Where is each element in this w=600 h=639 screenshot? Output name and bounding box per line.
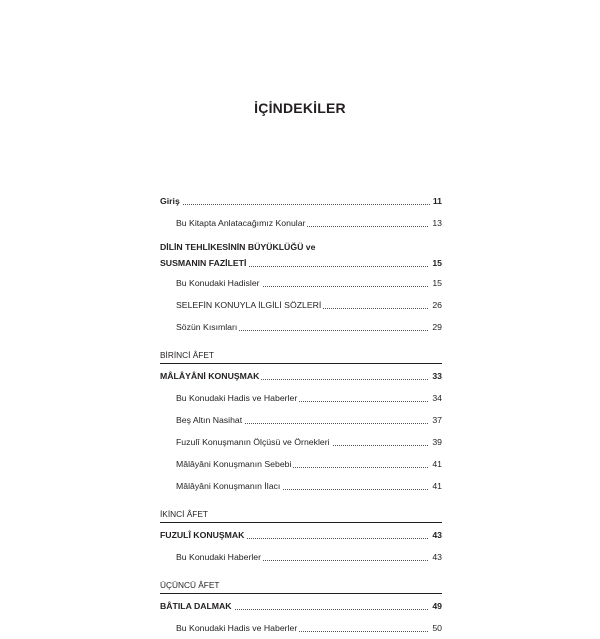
toc-entry-susmanin[interactable]: SUSMANIN FAZİLETİ 15: [160, 254, 442, 272]
section-divider: [160, 363, 442, 364]
toc-entry-selefin[interactable]: SELEFİN KONUYLA İLGİLİ SÖZLERİ 26: [160, 294, 442, 316]
section-label-birinci-afet: BİRİNCİ ÂFET: [160, 350, 214, 360]
section-divider: [160, 593, 442, 594]
toc-entry-kitapta[interactable]: Bu Kitapta Anlatacağımız Konular 13: [160, 212, 442, 234]
toc-entry-f-haber[interactable]: Bu Konudaki Haberler 43: [160, 546, 442, 568]
section-heading-dilin: DİLİN TEHLİKESİNİN BÜYÜKLÜĞÜ ve: [160, 242, 316, 252]
toc-entry-batila[interactable]: BÂTILA DALMAK 49: [160, 595, 442, 617]
toc-entry-fuzuli[interactable]: FUZULÎ KONUŞMAK 43: [160, 524, 442, 546]
toc-entry-sebebi[interactable]: Mâlâyâni Konuşmanın Sebebi 41: [160, 453, 442, 475]
toc-entry-bes[interactable]: Beş Altın Nasihat 37: [160, 409, 442, 431]
section-divider: [160, 522, 442, 523]
section-label-ikinci-afet: İKİNCİ ÂFET: [160, 509, 208, 519]
toc-entry-m-hadis[interactable]: Bu Konudaki Hadis ve Haberler 34: [160, 387, 442, 409]
leader-dots: [160, 204, 430, 205]
toc-entry-malayani[interactable]: MÂLÂYÂNİ KONUŞMAK 33: [160, 365, 442, 387]
section-label-ucuncu-afet: ÜÇÜNCÜ ÂFET: [160, 580, 220, 590]
page-title: İÇİNDEKİLER: [254, 100, 346, 116]
toc-entry-fuzuli-olcu[interactable]: Fuzulî Konuşmanın Ölçüsü ve Örnekleri 39: [160, 431, 442, 453]
toc-entry-ilaci[interactable]: Mâlâyâni Konuşmanın İlacı 41: [160, 475, 442, 497]
toc-entry-giris[interactable]: Giriş 11: [160, 190, 442, 212]
table-of-contents: [160, 190, 442, 639]
toc-entry-hadisler[interactable]: Bu Konudaki Hadisler 15: [160, 272, 442, 294]
toc-entry-b-hadis[interactable]: Bu Konudaki Hadis ve Haberler 50: [160, 617, 442, 639]
toc-entry-sozun[interactable]: Sözün Kısımları 29: [160, 316, 442, 338]
